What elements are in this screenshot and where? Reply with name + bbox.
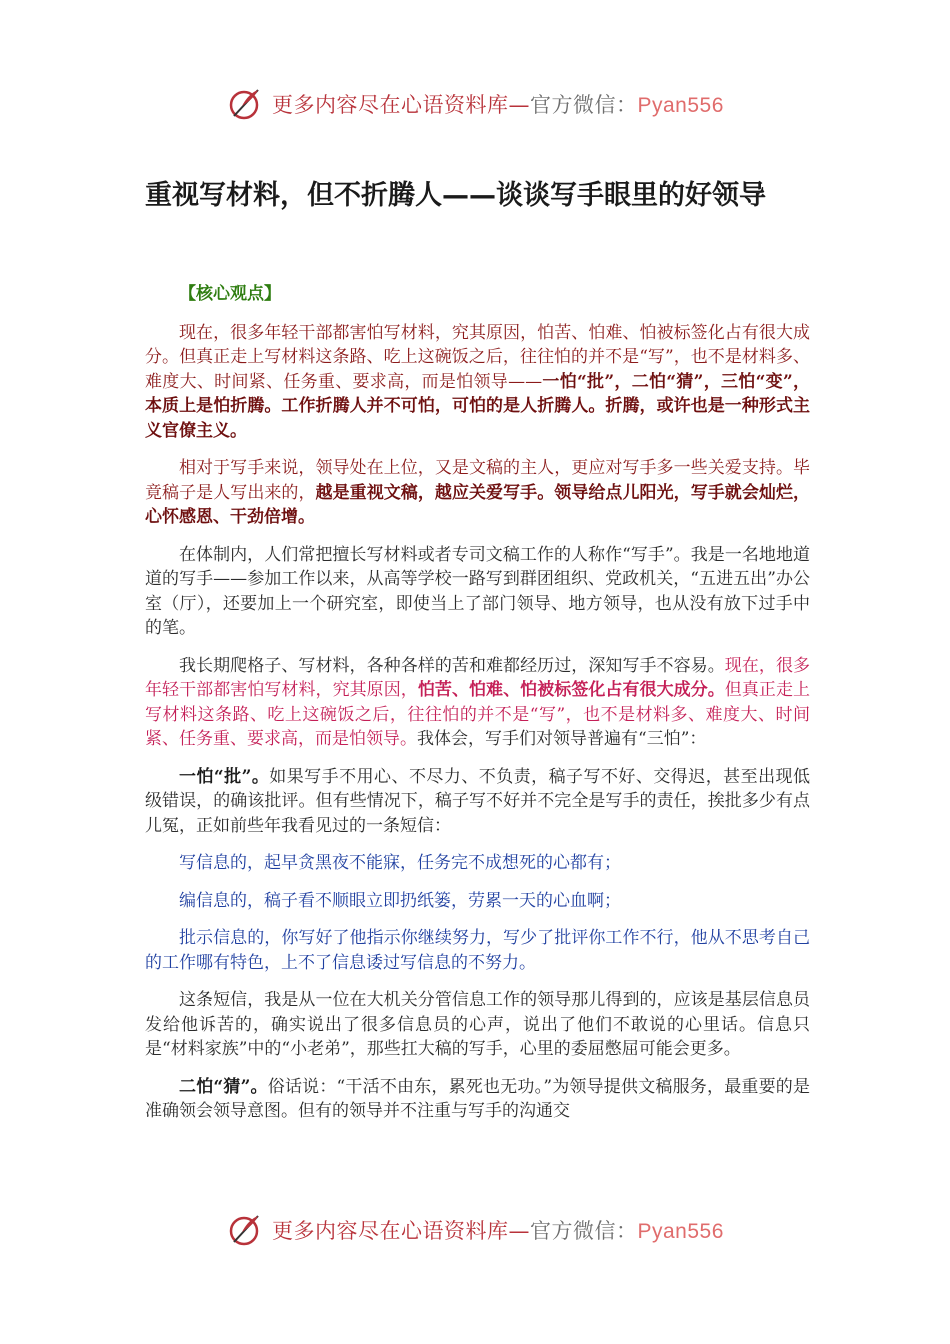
- p4-outro: 我体会，写手们对领导普遍有“三怕”：: [417, 729, 707, 749]
- p1-bold: 一怕“批”，二怕“猜”，三怕“变”，本质上是怕折腾。工作折腾人并不可怕，可怕的是人折腾人。折腾，或许也是一种形式主义官僚主义。: [145, 371, 811, 441]
- quill-logo-icon: [228, 86, 264, 122]
- paragraph-5: [145, 765, 810, 839]
- p4-highlight-a: 现在，很多年轻干部都害怕写材料，究其原因，: [145, 655, 811, 700]
- banner-slogan: 更多内容尽在心语资料库—: [272, 93, 530, 117]
- paragraph-1: [145, 321, 810, 444]
- p2-text: 相对于写手来说，领导处在上位，又是文稿的主人，更应对写手多一些关爱支持。毕竟稿子是人写出来的，: [145, 458, 810, 503]
- p1-text: 现在，很多年轻干部都害怕写材料，究其原因，怕苦、怕难、怕被标签化占有很大成分。但真正走上写材料这条路、吃上这碗饭之后，往往怕的并不是“写”，也不是材料多、难度大、时间紧、任务重、要求高，而是怕领导——: [145, 322, 810, 392]
- p7-text: 俗话说：“干活不由东，累死也无功。”为领导提供文稿服务，最重要的是准确领会领导意图。但有的领导并不注重与写手的沟通交: [145, 1076, 810, 1121]
- sms-line-1: 写信息的，起早贪黑夜不能寐，任务完不成想死的心都有；: [179, 853, 621, 873]
- paragraph-6: 这条短信，我是从一位在大机关分管信息工作的领导那儿得到的，应该是基层信息员发给他诉苦的，确实说出了很多信息员的心声，说出了他们不敢说的心里话。信息只是“材料家族”中的“小老弟”，那些扛大稿的写手，心里的委屈憋屈可能会更多。: [145, 990, 810, 1059]
- quill-logo-icon: [228, 1212, 264, 1248]
- paragraph-3: 在体制内，人们常把擅长写材料或者专司文稿工作的人称作“写手”。我是一名地地道道的写手——参加工作以来，从高等学校一路写到群团组织、党政机关，“五进五出”办公室（厅），还要加上一个研究室，即使当上了部门领导、地方领导，也从没有放下过手中的笔。: [145, 544, 810, 638]
- footer-banner: [228, 1210, 748, 1250]
- p4-intro: 我长期爬格子、写材料，各种各样的苦和难都经历过，深知写手不容易。: [179, 655, 725, 676]
- p7-lead: 二怕“猜”。: [179, 1076, 268, 1097]
- p4-bold: 怕苦、怕难、怕被标签化占有很大成分。: [417, 680, 725, 700]
- paragraph-7: [145, 1075, 810, 1124]
- sms-line-2: 编信息的，稿子看不顺眼立即扔纸篓，劳累一天的心血啊；: [179, 890, 621, 911]
- sms-line-3: 批示信息的，你写好了他指示你继续努力，写少了批评你工作不行，他从不思考自己的工作哪有特色，上不了信息诿过写信息的不努力。: [145, 928, 810, 973]
- banner-text: [272, 89, 724, 119]
- banner-wechat-id: Pyan556: [637, 1220, 724, 1243]
- p4-highlight-b: 但真正走上写材料这条路、吃上这碗饭之后，往往怕的并不是“写”，也不是材料多、难度大、时间紧、任务重、要求高，而是怕领导。: [145, 680, 811, 749]
- banner-wechat-label: 官方微信：: [530, 1219, 638, 1243]
- banner-slogan: 更多内容尽在心语资料库—: [272, 1219, 530, 1243]
- p5-lead: 一怕“批”。: [179, 766, 270, 787]
- paragraph-4: [145, 654, 810, 752]
- article-title: 重视写材料，但不折腾人——谈谈写手眼里的好领导: [145, 180, 766, 211]
- article-body: [145, 282, 810, 1137]
- banner-wechat-id: Pyan556: [637, 94, 724, 117]
- banner-text: [272, 1215, 724, 1245]
- banner-wechat-label: 官方微信：: [530, 93, 638, 117]
- p2-bold: 越是重视文稿，越应关爱写手。领导给点儿阳光，写手就会灿烂，心怀感恩、干劲倍增。: [145, 482, 811, 527]
- p5-text: 如果写手不用心、不尽力、不负责，稿子写不好、交得迟，甚至出现低级错误，的确该批评。但有些情况下，稿子写不好并不完全是写手的责任，挨批多少有点儿冤，正如前些年我看见过的一条短信：: [145, 766, 810, 836]
- paragraph-2: [145, 456, 810, 530]
- core-viewpoint-heading: 【核心观点】: [179, 284, 281, 304]
- header-banner: [228, 84, 748, 124]
